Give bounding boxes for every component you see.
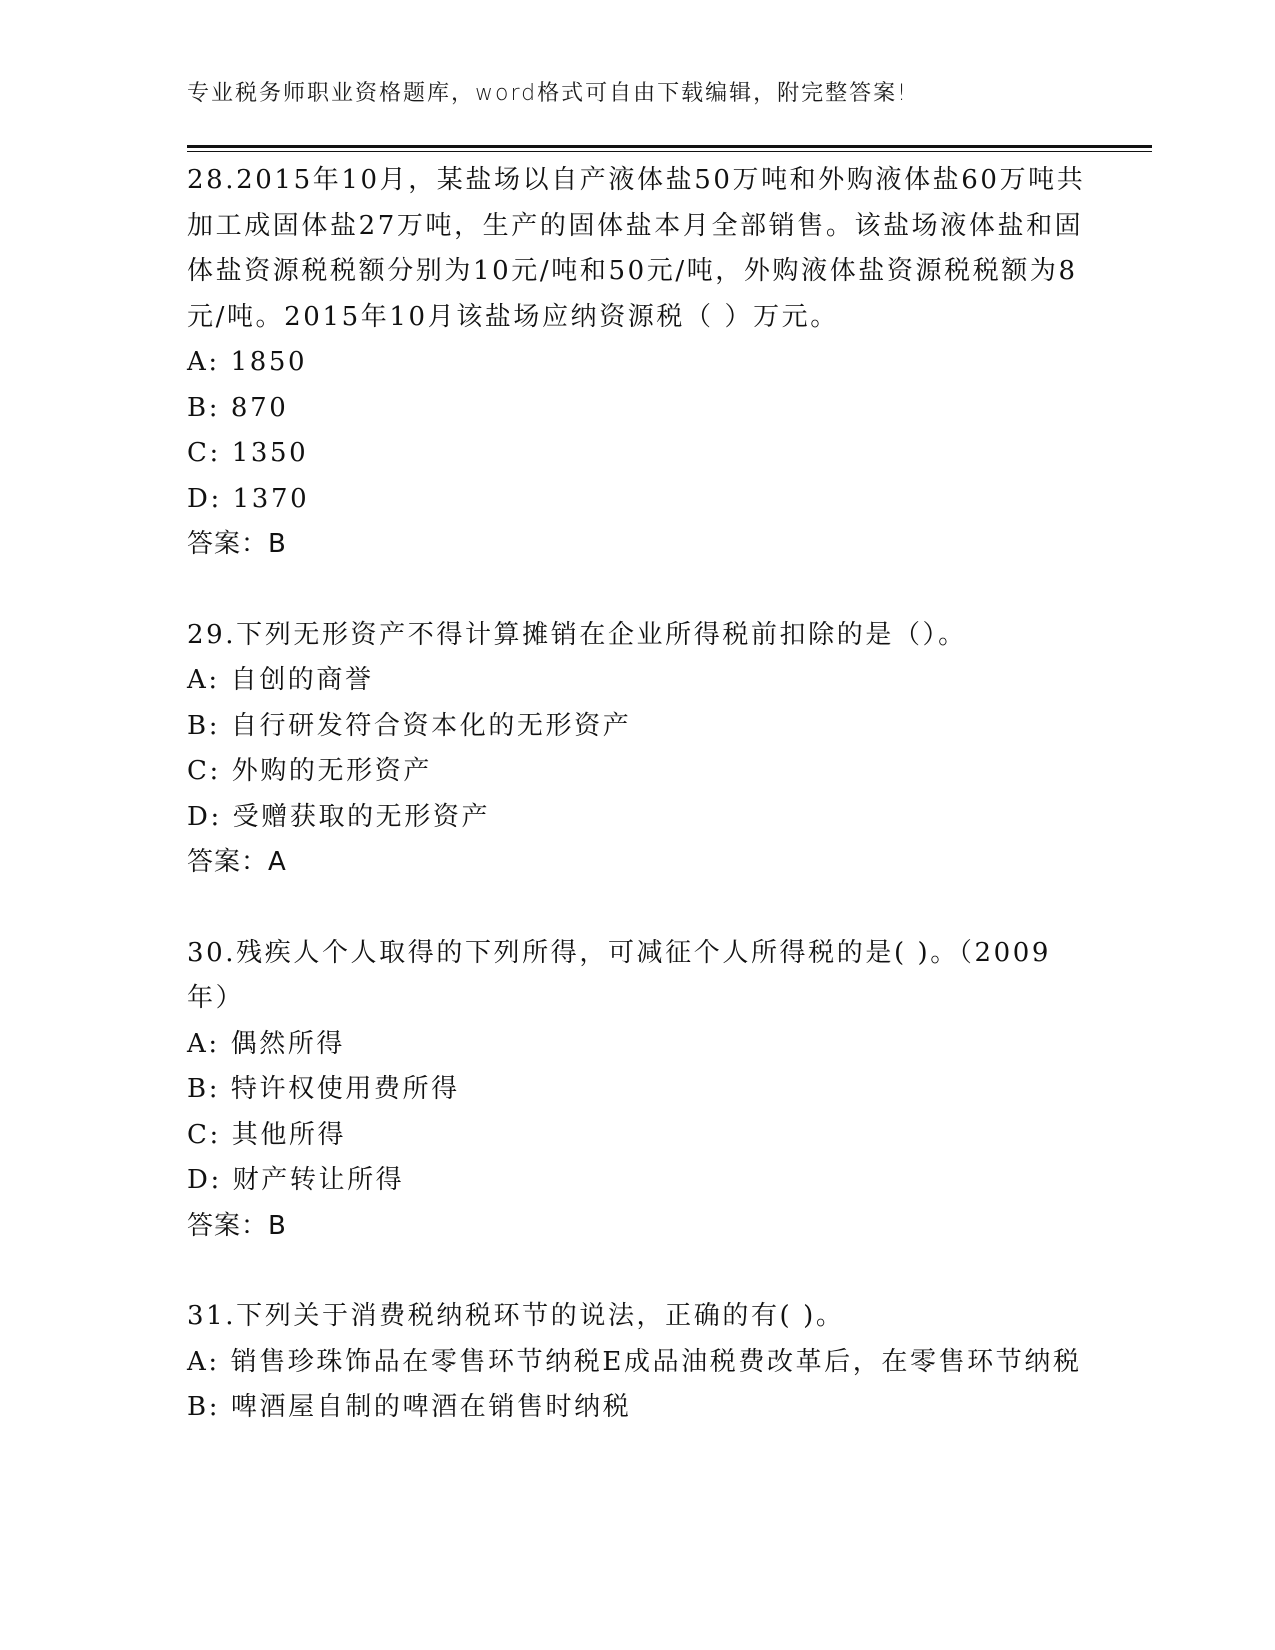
question-29 [187, 613, 1087, 886]
question-31 [187, 1294, 1087, 1431]
option-a: A: 自创的商誉 [187, 665, 374, 695]
answer: 答案：A [187, 847, 287, 877]
question-text: 30.残疾人个人取得的下列所得，可减征个人所得税的是( )。（2009年） [187, 937, 1052, 1013]
question-text: 31.下列关于消费税纳税环节的说法，正确的有( )。 [187, 1301, 845, 1331]
answer: 答案：B [187, 1210, 287, 1241]
answer: 答案：B [187, 529, 287, 559]
option-a: A: 偶然所得 [187, 1028, 346, 1059]
option-d: D: 受赠获取的无形资产 [187, 801, 491, 832]
option-c: C: 外购的无形资产 [187, 756, 432, 786]
option-c: C: 其他所得 [187, 1119, 347, 1150]
question-list [187, 158, 1087, 1431]
option-a: A: 1850 [187, 347, 308, 377]
question-30 [187, 931, 1087, 1250]
option-b: B: 自行研发符合资本化的无形资产 [187, 710, 632, 741]
option-b: B: 870 [187, 392, 289, 423]
page-header: 专业税务师职业资格题库，word格式可自由下载编辑，附完整答案! [187, 81, 908, 106]
question-28 [187, 158, 1087, 568]
option-d: D: 财产转让所得 [187, 1165, 405, 1195]
question-text: 28.2015年10月，某盐场以自产液体盐50万吨和外购液体盐60万吨共加工成固体盐27万吨，生产的固体盐本月全部销售。该盐场液体盐和固体盐资源税税额分别为10元/吨和50元/吨，外购液体盐资源税税额为8元/吨。2015年10月该盐场应纳资源税（ ）万元。 [187, 165, 1086, 332]
header-rule-thin [187, 151, 1152, 152]
question-text: 29.下列无形资产不得计算摊销在企业所得税前扣除的是（）。 [187, 619, 967, 650]
header-rule-thick [187, 145, 1152, 148]
option-b: B: 啤酒屋自制的啤酒在销售时纳税 [187, 1392, 632, 1422]
option-d: D: 1370 [187, 483, 310, 514]
option-a: A: 销售珍珠饰品在零售环节纳税E成品油税费改革后，在零售环节纳税 [187, 1346, 1082, 1377]
option-b: B: 特许权使用费所得 [187, 1074, 460, 1104]
option-c: C: 1350 [187, 438, 309, 468]
